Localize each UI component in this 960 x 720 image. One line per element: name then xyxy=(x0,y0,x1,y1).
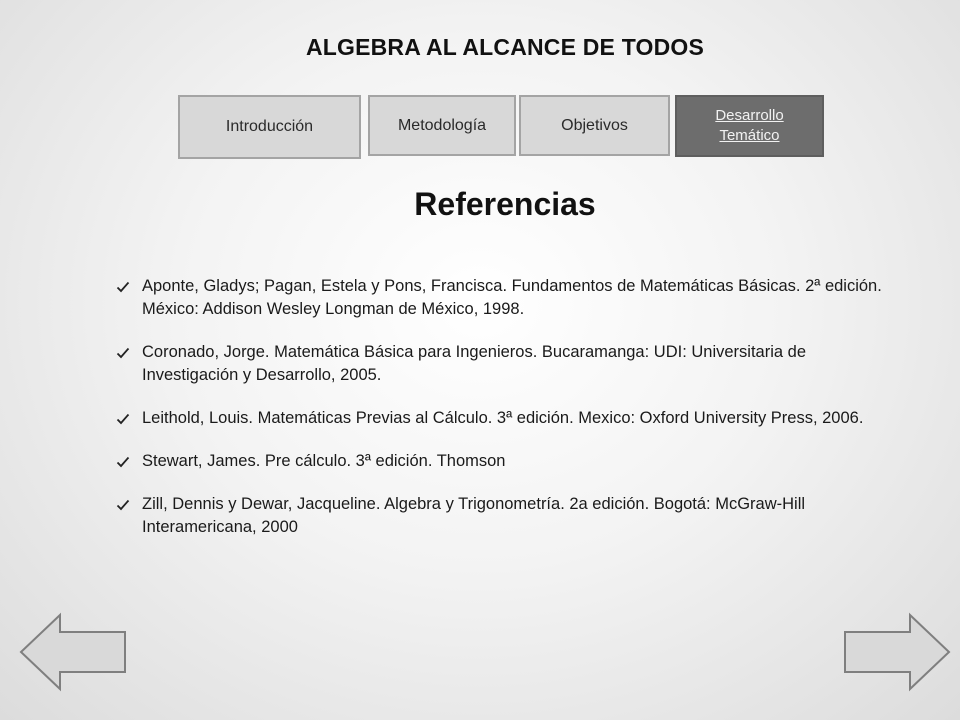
left-arrow-icon[interactable] xyxy=(18,612,128,692)
tab-label: Objetivos xyxy=(561,116,628,134)
tab-label: Metodología xyxy=(397,116,487,134)
reference-text: Aponte, Gladys; Pagan, Estela y Pons, Francisca. Fundamentos de Matemáticas Básicas. 2ª edición. México: Addison Wesley Longman de México, 1998. xyxy=(142,277,882,318)
checkmark-icon xyxy=(116,412,130,426)
section-heading: Referencias xyxy=(414,186,596,222)
tab-introduccion[interactable] xyxy=(178,95,361,159)
tab-label: Introducción xyxy=(225,118,314,135)
right-arrow-icon[interactable] xyxy=(842,612,952,692)
list-item xyxy=(116,341,886,387)
checkmark-icon xyxy=(116,280,130,294)
tab-objetivos[interactable] xyxy=(519,95,670,156)
tab-metodologia[interactable] xyxy=(368,95,516,156)
tab-desarrollo-tematico[interactable] xyxy=(675,95,824,157)
checkmark-icon xyxy=(116,498,130,512)
page-title: ALGEBRA AL ALCANCE DE TODOS xyxy=(305,34,705,60)
list-item xyxy=(116,275,886,321)
reference-text: Coronado, Jorge. Matemática Básica para Ingenieros. Bucaramanga: UDI: Universitaria de Investigación y Desarrollo, 2005. xyxy=(142,343,806,384)
tab-label-line: Temático xyxy=(719,127,780,144)
list-item xyxy=(116,407,886,430)
tab-label-link[interactable] xyxy=(715,106,783,146)
checkmark-icon xyxy=(116,455,130,469)
reference-text: Stewart, James. Pre cálculo. 3ª edición. Thomson xyxy=(142,452,506,470)
reference-list xyxy=(116,275,886,559)
list-item xyxy=(116,493,886,539)
list-item xyxy=(116,450,886,473)
reference-text: Zill, Dennis y Dewar, Jacqueline. Algebra y Trigonometría. 2a edición. Bogotá: McGraw-Hill Interamericana, 2000 xyxy=(142,495,806,536)
checkmark-icon xyxy=(116,346,130,360)
reference-text: Leithold, Louis. Matemáticas Previas al Cálculo. 3ª edición. Mexico: Oxford University Press, 2006. xyxy=(142,409,864,427)
tab-label-line: Desarrollo xyxy=(715,107,784,124)
